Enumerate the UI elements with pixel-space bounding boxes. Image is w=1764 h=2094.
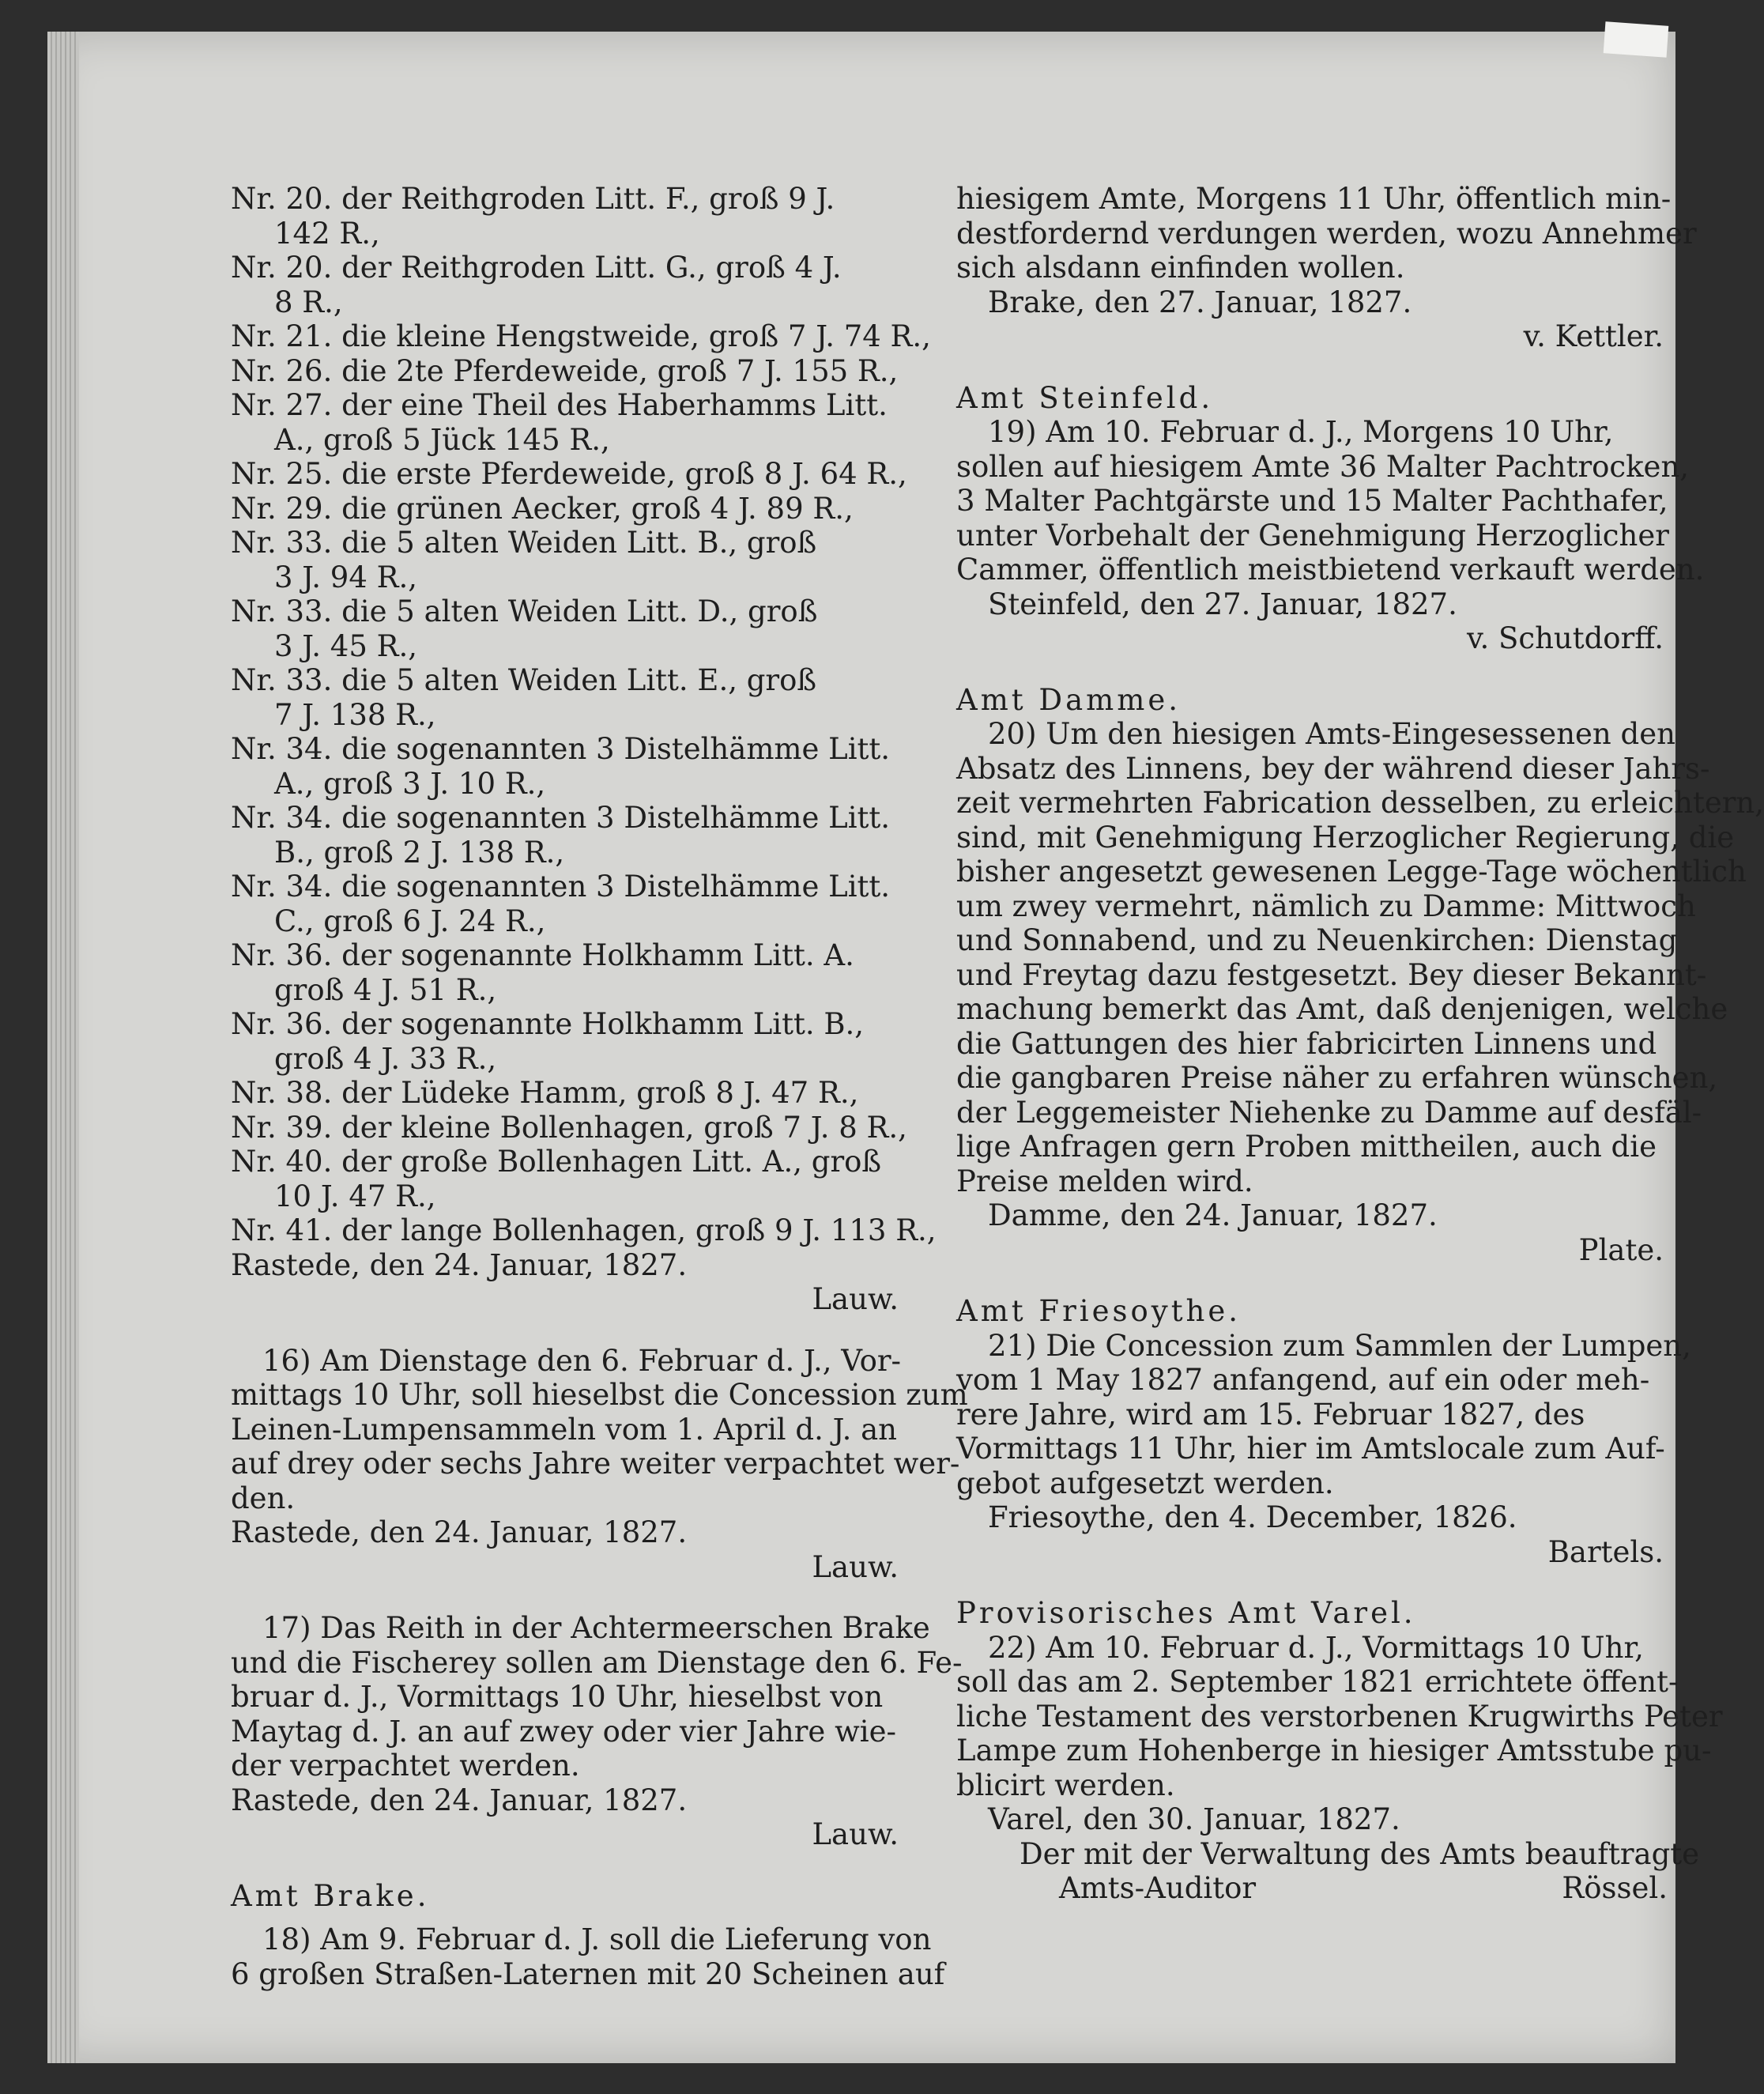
notice-16 [231,1344,974,1585]
list-item-cont: 7 J. 138 R., [274,697,436,732]
notice-line: 22) Am 10. Februar d. J., Vormittags 10 Uhr, [988,1630,1644,1665]
section-heading: Amt Brake. [231,1878,430,1913]
notice-line: bisher angesetzt gewesenen Legge-Tage wöchentlich [956,855,1747,889]
notice-line: Lampe zum Hohenberge in hiesiger Amtsstube pu- [956,1734,1712,1768]
list-item-cont: 10 J. 47 R., [274,1179,436,1213]
list-item-cont: 8 R., [274,285,343,319]
page-stack-edge [47,32,79,2063]
list-item: Nr. 27. der eine Theil des Haberhamms Litt. [231,388,888,422]
signature: Plate. [1578,1232,1664,1267]
notice-line: lige Anfragen gern Proben mittheilen, auch die [956,1130,1657,1164]
notice-line: rere Jahre, wird am 15. Februar 1827, des [956,1397,1585,1432]
list-item-cont: groß 4 J. 51 R., [274,972,497,1007]
place-date: Varel, den 30. Januar, 1827. [988,1802,1400,1836]
notice-17 [231,1611,974,1852]
section-heading: Amt Steinfeld. [956,380,1214,415]
notice-line: blicirt werden. [956,1768,1175,1802]
notice-line: und Freytag dazu festgesetzt. Bey dieser Bekannt- [956,957,1707,992]
notice-line: gebot aufgesetzt werden. [956,1466,1334,1500]
notice-line: zeit vermehrten Fabrication desselben, zu erleichtern, [956,786,1764,820]
list-item-cont: 142 R., [274,216,380,251]
notice-19 [956,415,1705,656]
notice-line: machung bemerkt das Amt, daß denjenigen, welche [956,992,1728,1026]
role: Amts-Auditor [1059,1871,1257,1905]
notice-line: Vormittags 11 Uhr, hier im Amtslocale zum Auf- [956,1432,1665,1466]
notice-line: der verpachtet werden. [231,1749,580,1783]
notice-line: 18) Am 9. Februar d. J. soll die Lieferung von [262,1922,932,1956]
notice-line: Leinen-Lumpensammeln vom 1. April d. J. an [231,1412,897,1447]
notice-line: 3 Malter Pachtgärste und 15 Malter Pachthafer, [956,484,1668,518]
list-item: Nr. 33. die 5 alten Weiden Litt. B., groß [231,526,817,560]
notice-line: die gangbaren Preise näher zu erfahren wünschen, [956,1061,1718,1095]
list-item: Nr. 20. der Reithgroden Litt. F., groß 9 J. [231,182,835,216]
notice-line: die Gattungen des hier fabricirten Linnens und [956,1026,1657,1061]
list-item: Nr. 34. die sogenannten 3 Distelhämme Litt. [231,801,891,835]
notice-line: 6 großen Straßen-Laternen mit 20 Scheinen auf [231,1956,945,1991]
notice-line: 16) Am Dienstage den 6. Februar d. J., Vor- [262,1343,902,1378]
signature: v. Schutdorff. [1466,621,1664,655]
left-column [231,182,974,1991]
list-item-cont: C., groß 6 J. 24 R., [274,904,546,938]
place-date: Friesoythe, den 4. December, 1826. [988,1500,1517,1534]
notice-line: und Sonnabend, und zu Neuenkirchen: Dienstag [956,923,1678,957]
list-item: Nr. 33. die 5 alten Weiden Litt. E., groß [231,663,817,697]
list-item-cont: A., groß 3 J. 10 R., [274,766,546,801]
list-item: Nr. 33. die 5 alten Weiden Litt. D., groß [231,594,818,628]
place-date: Rastede, den 24. Januar, 1827. [231,1247,688,1282]
notice-line: um zwey vermehrt, nämlich zu Damme: Mittwoch [956,889,1696,923]
signature: Lauw. [812,1282,899,1316]
notice-21 [956,1329,1695,1570]
signature: Rössel. [1562,1871,1668,1905]
notice-line: sollen auf hiesigem Amte 36 Malter Pachtrocken, [956,449,1690,484]
right-column [956,182,1764,1906]
notice-line: sich alsdann einfinden wollen. [956,251,1405,285]
list-item: Nr. 34. die sogenannten 3 Distelhämme Litt. [231,732,891,766]
list-item-cont: B., groß 2 J. 138 R., [274,835,565,870]
section-heading: Provisorisches Amt Varel. [956,1596,1416,1630]
signature: Bartels. [1547,1534,1664,1569]
place-date: Brake, den 27. Januar, 1827. [988,285,1412,319]
notice-line: 20) Um den hiesigen Amts-Eingesessenen den [988,717,1675,751]
list-item: Nr. 39. der kleine Bollenhagen, groß 7 J. 8 R., [231,1110,907,1145]
list-item-cont: A., groß 5 Jück 145 R., [274,422,610,457]
paper-tab [1604,21,1669,57]
place-date: Rastede, den 24. Januar, 1827. [231,1783,688,1817]
list-item: Nr. 20. der Reithgroden Litt. G., groß 4 J. [231,251,842,285]
place-date: Steinfeld, den 27. Januar, 1827. [988,587,1457,621]
notice-22 [956,1630,1723,1906]
notice-line: unter Vorbehalt der Genehmigung Herzoglicher [956,518,1669,553]
notice-line: Cammer, öffentlich meistbietend verkauft werden. [956,553,1705,587]
notice-line: und die Fischerey sollen am Dienstage den 6. Fe- [231,1645,963,1680]
notice-line: mittags 10 Uhr, soll hieselbst die Concession zum [231,1378,968,1412]
list-item: Nr. 38. der Lüdeke Hamm, groß 8 J. 47 R., [231,1076,859,1110]
list-item: Nr. 36. der sogenannte Holkhamm Litt. B., [231,1007,865,1041]
signature: Lauw. [812,1549,899,1584]
newspaper-page [47,32,1764,2063]
list-item: Nr. 41. der lange Bollenhagen, groß 9 J. 113 R., [231,1213,937,1247]
list-item: Nr. 21. die kleine Hengstweide, groß 7 J. 74 R., [231,319,931,353]
list-item: Nr. 25. die erste Pferdeweide, groß 8 J. 64 R., [231,457,907,491]
notice-line: der Leggemeister Niehenke zu Damme auf desfäl- [956,1095,1702,1130]
list-item-cont: 3 J. 94 R., [274,560,418,594]
closing-line: Der mit der Verwaltung des Amts beauftragte [1020,1836,1700,1871]
place-date: Rastede, den 24. Januar, 1827. [231,1515,688,1549]
notice-line: destfordernd verdungen werden, wozu Annehmer [956,216,1697,251]
signature: Lauw. [812,1817,899,1851]
place-date: Damme, den 24. Januar, 1827. [988,1198,1438,1232]
list-item: Nr. 34. die sogenannten 3 Distelhämme Litt. [231,870,891,904]
notice-line: den. [231,1481,296,1515]
list-item: Nr. 29. die grünen Aecker, groß 4 J. 89 R., [231,491,854,526]
notice-line: hiesigem Amte, Morgens 11 Uhr, öffentlich min- [956,182,1672,216]
notice-line: auf drey oder sechs Jahre weiter verpachtet wer- [231,1447,960,1481]
notice-line: Maytag d. J. an auf zwey oder vier Jahre wie- [231,1714,896,1749]
notice-line: vom 1 May 1827 anfangend, auf ein oder meh- [956,1363,1650,1397]
list-item: Nr. 40. der große Bollenhagen Litt. A., groß [231,1145,882,1179]
list-item: Nr. 36. der sogenannte Holkhamm Litt. A. [231,938,854,972]
notice-line: bruar d. J., Vormittags 10 Uhr, hieselbst von [231,1680,884,1714]
notice-line: soll das am 2. September 1821 errichtete öffent- [956,1665,1679,1699]
notice-20 [956,717,1764,1267]
notice-line: 17) Das Reith in der Achtermeerschen Brake [262,1611,930,1645]
section-heading: Amt Friesoythe. [956,1294,1242,1328]
notice-line: 19) Am 10. Februar d. J., Morgens 10 Uhr, [988,415,1614,449]
notice-line: liche Testament des verstorbenen Krugwirths Peter [956,1699,1723,1734]
list-item-cont: 3 J. 45 R., [274,628,418,663]
list-item-cont: groß 4 J. 33 R., [274,1041,497,1076]
signature-row [956,1871,1695,1906]
section-heading: Amt Damme. [956,682,1181,717]
notice-line: 21) Die Concession zum Sammlen der Lumpen, [988,1328,1691,1363]
notice-line: Preise melden wird. [956,1164,1253,1198]
notice-line: Absatz des Linnens, bey der während dieser Jahrs- [956,751,1710,786]
list-item: Nr. 26. die 2te Pferdeweide, groß 7 J. 155 R., [231,353,899,388]
notice-line: sind, mit Genehmigung Herzoglicher Regierung, die [956,820,1735,855]
signature: v. Kettler. [1523,319,1664,353]
